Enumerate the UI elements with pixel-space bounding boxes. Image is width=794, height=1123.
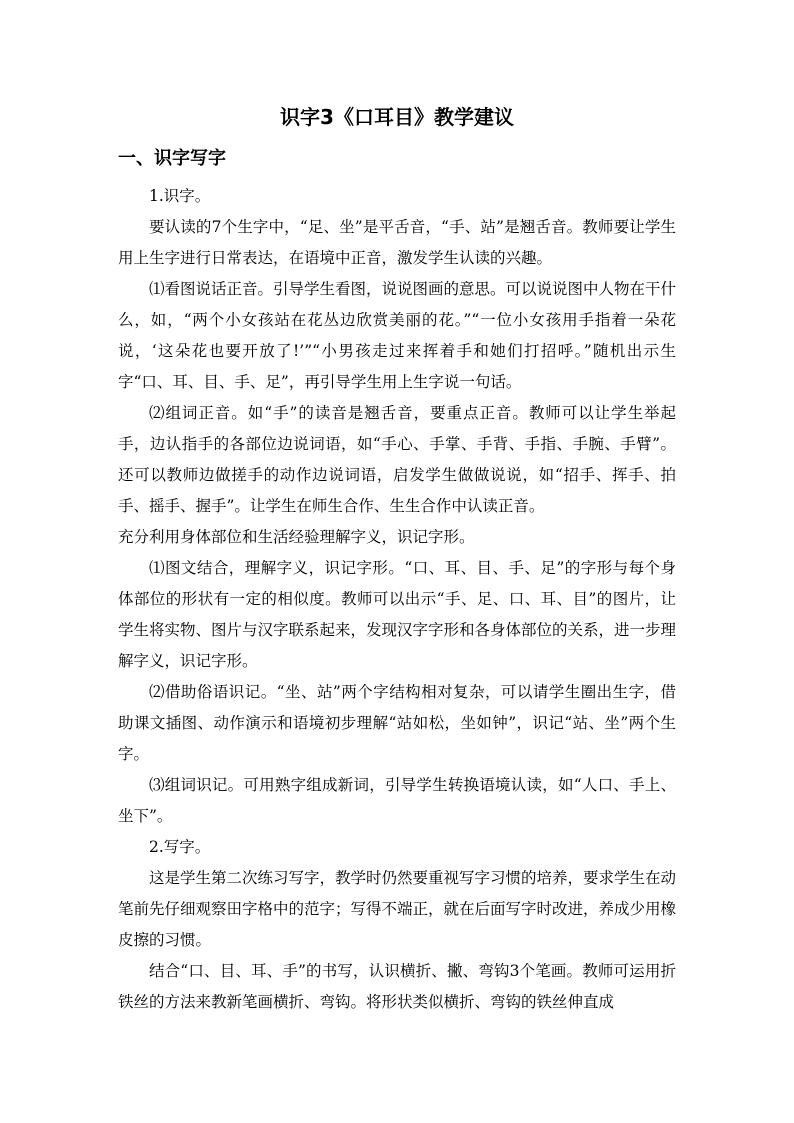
paragraph: ⑵组词正音。如“手”的读音是翘舌音，要重点正音。教师可以让学生举起手，边认指手的各部位边说词语，如“手心、手掌、手背、手指、手腕、手臂”。还可以教师边做搓手的动作边说词语，启发学生做做说说，如“招手、挥手、拍手、摇手、握手”。让学生在师生合作、生生合作中认读正音。: [118, 404, 676, 515]
body-text: [118, 181, 676, 1018]
paragraph-subheading: 2.写字。: [149, 838, 211, 856]
paragraph: ⑴看图说话正音。引导学生看图，说说图画的意思。可以说说图中人物在干什么，如，“两个小女孩站在花丛边欣赏美丽的花。”“一位小女孩用手指着一朵花说，‘这朵花也要开放了!’”“小男孩走过来挥着手和她们打招呼。”随机出示生字“口、耳、目、手、足”，再引导学生用上生字说一句话。: [118, 280, 677, 391]
page-title: 识字3《口耳目》教学建议: [280, 105, 514, 129]
paragraph: 这是学生第二次练习写字，教学时仍然要重视写字习惯的培养，要求学生在动笔前先仔细观察田字格中的范字；写得不端正，就在后面写字时改进，养成少用橡皮擦的习惯。: [118, 869, 677, 949]
paragraph: 充分利用身体部位和生活经验理解字义，识记字形。: [118, 528, 475, 546]
paragraph-subheading: 1.识字。: [149, 187, 211, 205]
section-heading: 一、识字写字: [118, 148, 226, 169]
paragraph: ⑵借助俗语识记。“坐、站”两个字结构相对复杂，可以请学生圈出生字，借助课文插图、动作演示和语境初步理解“站如松，坐如钟”，识记“站、坐”两个生字。: [118, 683, 676, 763]
paragraph: 要认读的7个生字中，“足、坐”是平舌音，“手、站”是翘舌音。教师要让学生用上生字进行日常表达，在语境中正音，激发学生认读的兴趣。: [118, 218, 676, 267]
paragraph: 结合“口、目、耳、手”的书写，认识横折、撇、弯钩3个笔画。教师可运用折铁丝的方法来教新笔画横折、弯钩。将形状类似横折、弯钩的铁丝伸直成: [118, 962, 676, 1011]
paragraph: ⑴图文结合，理解字义，识记字形。“口、耳、目、手、足”的字形与每个身体部位的形状有一定的相似度。教师可以出示“手、足、口、耳、目”的图片，让学生将实物、图片与汉字联系起来，发现汉字字形和各身体部位的关系，进一步理解字义，识记字形。: [118, 559, 677, 670]
paragraph: ⑶组词识记。可用熟字组成新词，引导学生转换语境认读，如“人口、手上、坐下”。: [118, 776, 676, 825]
